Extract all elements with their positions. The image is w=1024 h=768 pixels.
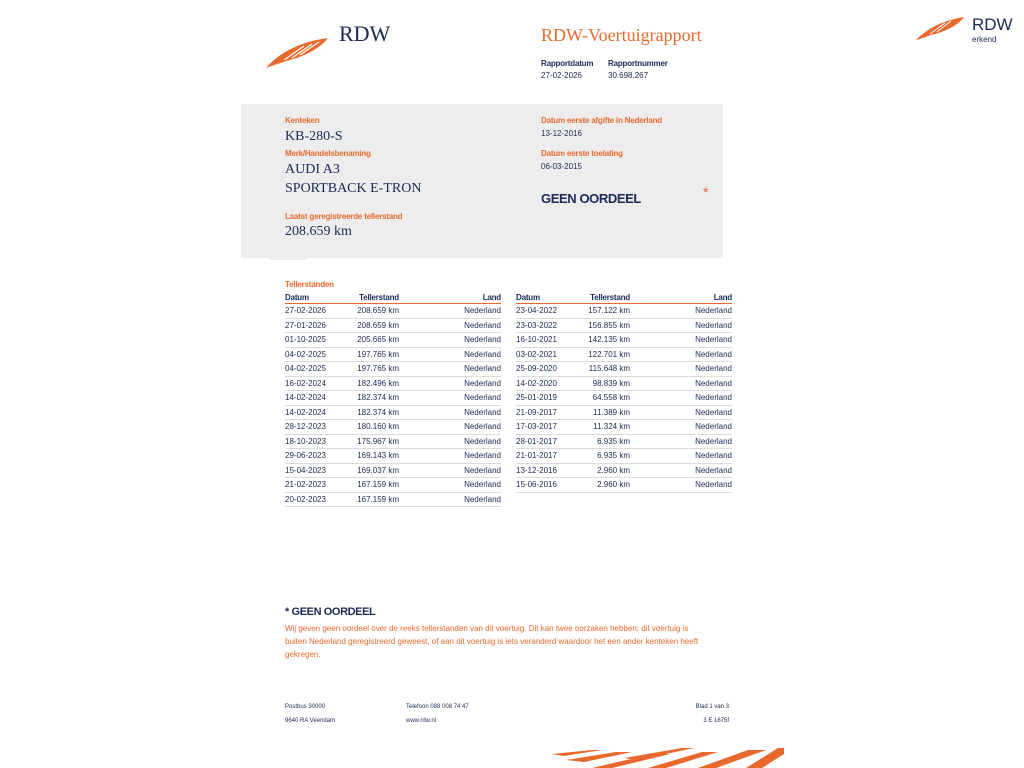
footer-page-number: Blad 1 van 3 (695, 704, 729, 710)
table-row (285, 405, 501, 420)
reading-date: 27-02-2026 (285, 304, 347, 319)
table-row (285, 478, 501, 493)
reading-land: Nederland (399, 347, 501, 362)
col-land: Land (399, 292, 501, 304)
verdict: GEEN OORDEEL (541, 191, 641, 206)
rdw-feather-logo-icon (264, 34, 332, 70)
report-number: 30.698.267 (608, 71, 649, 80)
reading-date: 01-10-2025 (285, 333, 347, 348)
table-row (285, 362, 501, 377)
table-row (285, 318, 501, 333)
reading-km: 182.374 km (347, 405, 399, 420)
reading-km: 175.967 km (347, 434, 399, 449)
rdw-erkend-feather-icon (914, 14, 966, 42)
footer-address-line2: 9640 RA Veendam (285, 718, 336, 724)
report-number-label: Rapportnummer (608, 59, 668, 68)
table-row (285, 347, 501, 362)
reading-km: 182.374 km (347, 391, 399, 406)
erkend-label: erkend (972, 35, 997, 44)
reading-land: Nederland (399, 492, 501, 507)
col-km: Tellerstand (578, 292, 630, 304)
reading-km: 157.122 km (578, 304, 630, 319)
reading-km: 182.496 km (347, 376, 399, 391)
make-label: Merk/Handelsbenaming (285, 149, 371, 158)
footer-document-code: 3 E 1675f (703, 718, 729, 724)
table-row (285, 333, 501, 348)
reading-date: 14-02-2024 (285, 391, 347, 406)
make-value-line1: AUDI A3 (285, 162, 340, 177)
table-row (516, 463, 732, 478)
reading-land: Nederland (630, 391, 732, 406)
reading-date: 20-02-2023 (285, 492, 347, 507)
reading-land: Nederland (630, 463, 732, 478)
reading-date: 23-04-2022 (516, 304, 578, 319)
reading-km: 64.558 km (578, 391, 630, 406)
reading-land: Nederland (399, 478, 501, 493)
reading-km: 98.839 km (578, 376, 630, 391)
reading-land: Nederland (630, 318, 732, 333)
reading-date: 04-02-2025 (285, 347, 347, 362)
reading-date: 18-10-2023 (285, 434, 347, 449)
reading-land: Nederland (399, 318, 501, 333)
odometer-value: 208.659 km (285, 224, 352, 239)
table-row (516, 449, 732, 464)
reading-km: 208.659 km (347, 318, 399, 333)
reading-land: Nederland (399, 463, 501, 478)
reading-date: 28-01-2017 (516, 434, 578, 449)
reading-km: 115.648 km (578, 362, 630, 377)
reading-km: 6.935 km (578, 449, 630, 464)
report-date-label: Rapportdatum (541, 59, 594, 68)
make-value-line2: SPORTBACK E-TRON (285, 181, 422, 196)
readings-table-left (285, 292, 501, 507)
reading-km: 197.765 km (347, 347, 399, 362)
brand-name: RDW (339, 21, 391, 46)
col-date: Datum (285, 292, 347, 304)
first-registration-nl-label: Datum eerste afgifte in Nederland (541, 116, 662, 125)
reading-land: Nederland (630, 333, 732, 348)
reading-land: Nederland (399, 391, 501, 406)
table-row (516, 434, 732, 449)
reading-date: 21-02-2023 (285, 478, 347, 493)
reading-land: Nederland (630, 347, 732, 362)
table-row (516, 391, 732, 406)
reading-land: Nederland (399, 449, 501, 464)
table-row (516, 478, 732, 493)
reading-date: 21-01-2017 (516, 449, 578, 464)
table-row (285, 492, 501, 507)
reading-km: 169.143 km (347, 449, 399, 464)
reading-date: 16-02-2024 (285, 376, 347, 391)
reading-land: Nederland (630, 434, 732, 449)
table-row (285, 420, 501, 435)
reading-km: 11.324 km (578, 420, 630, 435)
reading-km: 208.659 km (347, 304, 399, 319)
reading-km: 169.037 km (347, 463, 399, 478)
reading-date: 15-06-2016 (516, 478, 578, 493)
plate-value: KB-280-S (285, 129, 343, 144)
reading-land: Nederland (399, 304, 501, 319)
panel-tab-shape (268, 257, 308, 260)
col-km: Tellerstand (347, 292, 399, 304)
col-date: Datum (516, 292, 578, 304)
reading-land: Nederland (630, 420, 732, 435)
reading-land: Nederland (630, 449, 732, 464)
reading-km: 122.701 km (578, 347, 630, 362)
reading-km: 156.855 km (578, 318, 630, 333)
first-admission-label: Datum eerste toelating (541, 149, 623, 158)
footnote-title: * GEEN OORDEEL (285, 606, 376, 618)
reading-km: 6.935 km (578, 434, 630, 449)
table-row (285, 449, 501, 464)
footer-phone: Telefoon 088 008 74 47 (406, 704, 469, 710)
table-row (285, 463, 501, 478)
footnote-text: Wij geven geen oordeel over de reeks tellerstanden van dit voertuig. Dit kan twee oorzaken hebben: dit voertuig is buiten Nederland geregistreerd geweest, of aan dit voertuig is iets veranderd waardoor het een ander kenteken heeft gekregen. (285, 624, 699, 659)
reading-date: 16-10-2021 (516, 333, 578, 348)
reading-land: Nederland (399, 376, 501, 391)
reading-land: Nederland (630, 362, 732, 377)
odometer-label: Laatst geregistreerde tellerstand (285, 212, 403, 221)
reading-date: 15-04-2023 (285, 463, 347, 478)
reading-date: 14-02-2024 (285, 405, 347, 420)
reading-land: Nederland (630, 405, 732, 420)
reading-date: 28-12-2023 (285, 420, 347, 435)
table-row (285, 434, 501, 449)
reading-date: 23-03-2022 (516, 318, 578, 333)
reading-km: 167.159 km (347, 492, 399, 507)
table-row (516, 376, 732, 391)
table-row (516, 318, 732, 333)
table-row (285, 376, 501, 391)
reading-km: 142.135 km (578, 333, 630, 348)
first-admission-value: 06-03-2015 (541, 162, 582, 171)
table-row (516, 304, 732, 319)
reading-km: 2.960 km (578, 478, 630, 493)
table-row (516, 420, 732, 435)
reading-km: 180.160 km (347, 420, 399, 435)
table-row (516, 405, 732, 420)
reading-date: 25-01-2019 (516, 391, 578, 406)
table-row (516, 333, 732, 348)
reading-km: 167.159 km (347, 478, 399, 493)
reading-land: Nederland (399, 405, 501, 420)
reading-land: Nederland (399, 434, 501, 449)
reading-km: 205.665 km (347, 333, 399, 348)
verdict-asterisk: * (703, 184, 709, 200)
report-date: 27-02-2026 (541, 71, 582, 80)
reading-date: 27-01-2026 (285, 318, 347, 333)
footer-address-line1: Postbus 30000 (285, 704, 326, 710)
table-row (516, 362, 732, 377)
reading-land: Nederland (630, 478, 732, 493)
reading-date: 14-02-2020 (516, 376, 578, 391)
table-row (285, 391, 501, 406)
reading-km: 2.960 km (578, 463, 630, 478)
reading-date: 13-12-2016 (516, 463, 578, 478)
reading-land: Nederland (399, 362, 501, 377)
reading-land: Nederland (630, 304, 732, 319)
table-row (516, 347, 732, 362)
reading-land: Nederland (399, 333, 501, 348)
readings-title: Tellerstanden (285, 280, 334, 289)
col-land: Land (630, 292, 732, 304)
table-row (285, 304, 501, 319)
erkend-brand: RDW (972, 15, 1013, 34)
reading-km: 11.389 km (578, 405, 630, 420)
reading-land: Nederland (630, 376, 732, 391)
reading-date: 25-09-2020 (516, 362, 578, 377)
footer-website: www.rdw.nl (406, 718, 437, 724)
reading-date: 03-02-2021 (516, 347, 578, 362)
decorative-stripes-icon (552, 748, 784, 768)
reading-date: 04-02-2025 (285, 362, 347, 377)
report-title: RDW-Voertuigrapport (541, 25, 702, 45)
reading-land: Nederland (399, 420, 501, 435)
first-registration-nl-value: 13-12-2016 (541, 129, 582, 138)
plate-label: Kenteken (285, 116, 320, 125)
reading-date: 17-03-2017 (516, 420, 578, 435)
reading-date: 21-09-2017 (516, 405, 578, 420)
reading-date: 29-06-2023 (285, 449, 347, 464)
reading-km: 197.765 km (347, 362, 399, 377)
readings-table-right (516, 292, 732, 493)
